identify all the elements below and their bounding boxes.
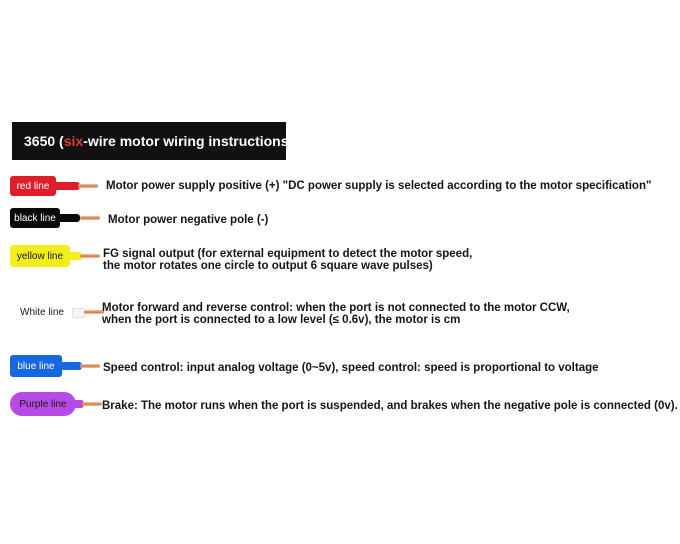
- diagram-title: [12, 122, 294, 160]
- wire-description: [103, 362, 599, 374]
- description-line: Brake: The motor runs when the port is suspended, and brakes when the negative pole is connected (0v).: [102, 400, 678, 412]
- wire-label: White line: [20, 306, 64, 318]
- wire-label: red line: [16, 180, 50, 192]
- purple-wire-body: [10, 392, 76, 416]
- title-suffix: -wire motor wiring instructions): [83, 133, 294, 149]
- wire-label: yellow line: [16, 250, 64, 262]
- copper-lead: [80, 254, 100, 258]
- wire-description: [103, 248, 472, 272]
- description-line: Motor power negative pole (-): [108, 214, 269, 226]
- description-line: Motor power supply positive (+) "DC power supply is selected according to the motor specification": [106, 180, 652, 192]
- wire-description: [102, 400, 678, 412]
- copper-lead: [84, 310, 104, 314]
- wire-sleeve: [58, 214, 80, 222]
- wire-description: [108, 214, 268, 226]
- red-wire-body: [10, 176, 56, 196]
- wire-sleeve: [56, 182, 80, 190]
- yellow-wire-body: [10, 245, 70, 267]
- copper-lead: [78, 184, 98, 188]
- copper-lead: [82, 402, 102, 406]
- description-line: Motor forward and reverse control: when the port is not connected to the motor CCW,: [102, 302, 570, 314]
- wire-description: [106, 180, 651, 192]
- description-line: Speed control: input analog voltage (0~5v), speed control: speed is proportional to voltage: [103, 362, 599, 374]
- title-highlight: six: [63, 133, 84, 149]
- wire-label: Purple line: [19, 398, 67, 410]
- wire-label: black line: [14, 212, 56, 224]
- description-line: FG signal output (for external equipment to detect the motor speed,: [103, 248, 473, 260]
- wire-description: [102, 302, 570, 326]
- black-wire-body: [10, 208, 60, 228]
- blue-wire-body: [10, 355, 62, 377]
- copper-lead: [80, 216, 100, 220]
- title-prefix: 3650 (: [24, 133, 64, 149]
- copper-lead: [80, 364, 100, 368]
- wire-label: blue line: [17, 360, 55, 372]
- wire-sleeve: [60, 362, 82, 370]
- description-line: the motor rotates one circle to output 6 square wave pulses): [103, 260, 433, 272]
- description-line: when the port is connected to a low level (≤ 0.6v), the motor is cm: [102, 314, 461, 326]
- white-wire-body: [10, 302, 74, 322]
